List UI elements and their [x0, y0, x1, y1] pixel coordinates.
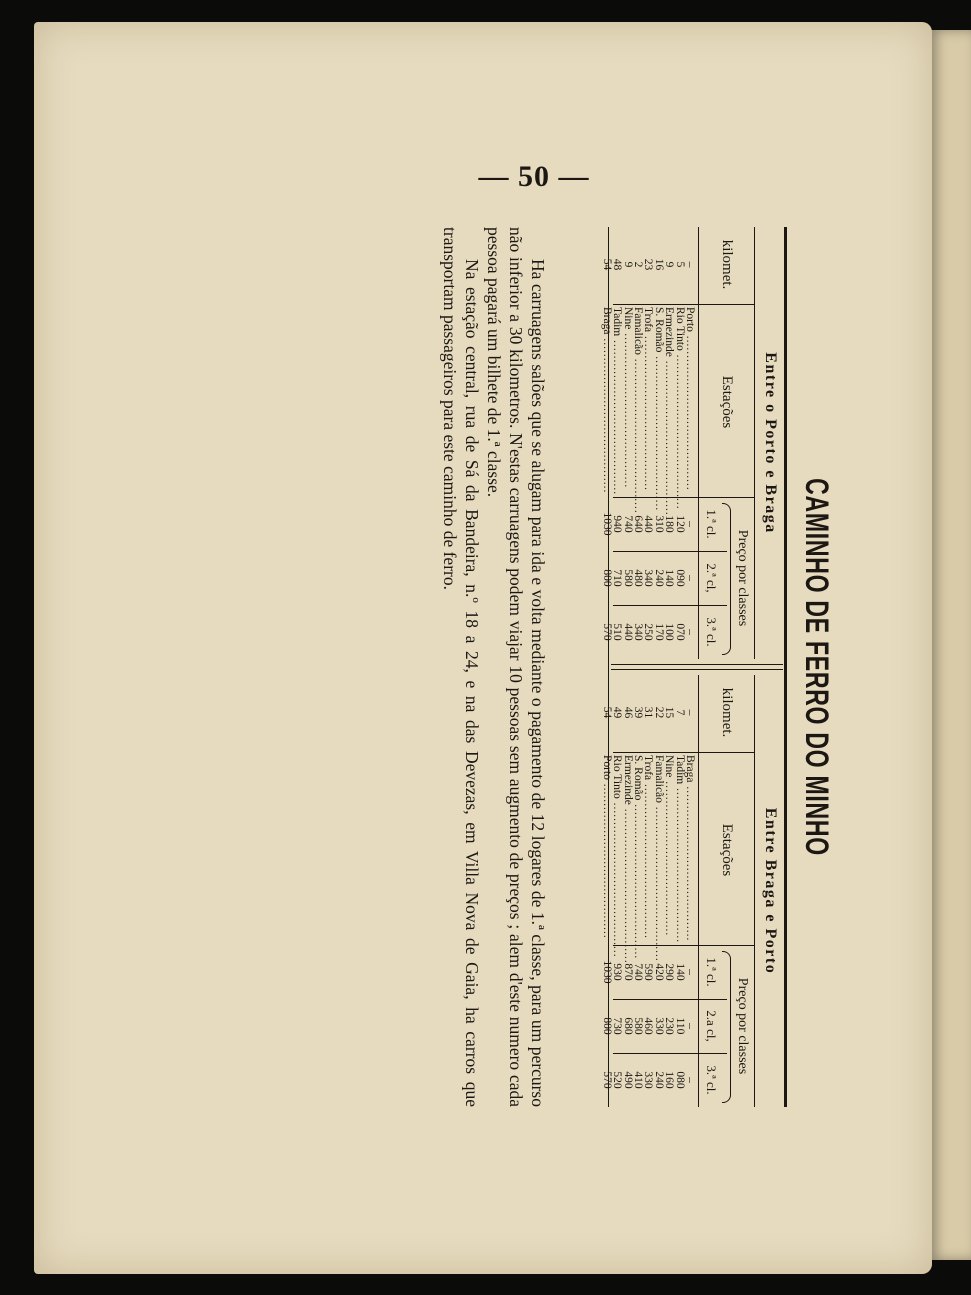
timetable-porto-braga — [600, 227, 783, 659]
adjacent-page-edge — [930, 30, 971, 1260]
table-row: – Porto ..... – – – — [685, 227, 695, 659]
table-row: 54 Porto ..... 1030 800 570 — [601, 675, 611, 1107]
header-prices: Preço por classes — [735, 977, 750, 1075]
header-class-3: 3.ª cl. — [704, 617, 719, 647]
page-number: — 50 — — [478, 160, 590, 193]
table-row: 7 Tadim ..... 140 110 080 — [674, 675, 684, 1107]
table-row: 9 Ermezinde ..... 180 140 100 — [664, 227, 674, 659]
table-row: 16 S. Romão ..... 310 240 170 — [653, 227, 663, 659]
table-row: 39 S. Romão ..... 740 580 410 — [633, 675, 643, 1107]
header-class-2: 2.ª cl, — [704, 563, 719, 593]
book-page — [34, 22, 932, 1274]
table-row: 31 Trofa ..... 590 460 330 — [643, 675, 653, 1107]
header-class-3: 3.ª cl. — [704, 1065, 719, 1095]
note-paragraph-carriages: Na estação central, rua de Sá da Bandeira, n.º 18 a 24, e na das Devezas, em Villa Nova de Gaia, ha carros que transportam passageiros para este caminho de ferro. — [440, 227, 482, 1107]
notes — [439, 227, 601, 1107]
header-km: kilomet. — [719, 239, 735, 290]
table-row: 49 Rio Tinto ..... 930 730 520 — [612, 675, 622, 1107]
table-row: 15 Nine ..... 290 230 160 — [664, 675, 674, 1107]
header-class-1: 1.ª cl. — [704, 957, 719, 987]
table-rows — [601, 675, 695, 1107]
table-row: 2 Famalicão ..... 640 480 340 — [633, 227, 643, 659]
table-row: – Braga ..... – – – — [685, 675, 695, 1107]
table-row: 46 Ermezinde ..... 870 680 490 — [622, 675, 632, 1107]
rotated-content — [259, 227, 849, 1107]
table-row: 9 Nine ..... 740 580 440 — [622, 227, 632, 659]
header-brace — [722, 951, 731, 1103]
header-stations: Estações — [719, 823, 735, 877]
header-class-2: 2.a cl, — [704, 1010, 719, 1042]
table-row: 48 Tadim ..... 940 710 510 — [612, 227, 622, 659]
title-rule — [784, 227, 787, 1107]
table-subtitle: Entre o Porto e Braga — [762, 352, 779, 534]
header-km: kilomet. — [719, 687, 735, 738]
table-subtitle: Entre Braga e Porto — [762, 807, 779, 975]
header-class-1: 1.ª cl. — [704, 509, 719, 539]
table-divider — [611, 664, 783, 670]
table-rows — [601, 227, 695, 659]
table-row: 5 Rio Tinto ..... 120 090 070 — [674, 227, 684, 659]
table-bottom-rule — [608, 227, 609, 1107]
table-row: 23 Trofa ..... 440 340 250 — [643, 227, 653, 659]
table-row: 54 Braga ..... 1030 800 570 — [601, 227, 611, 659]
header-prices: Preço por classes — [735, 529, 750, 627]
note-paragraph-saloons: Ha carruagens salões que se alugam para ida e volta mediante o pagamento de 12 logares de 1.ª classe, para um percurso não inferior a 30 kilometros. N'estas carruagens podem viajar 10 pessoas sem augmento de preços ; alem d'este numero cada pessoa pagará um bilhete de 1.ª classe. — [484, 227, 548, 1107]
table-row: 22 Famalicão ..... 420 330 240 — [653, 675, 663, 1107]
main-title: CAMINHO DE FERRO DO MINHO — [799, 478, 835, 856]
timetable-braga-porto — [600, 675, 783, 1107]
header-brace — [722, 503, 731, 655]
header-stations: Estações — [719, 375, 735, 429]
